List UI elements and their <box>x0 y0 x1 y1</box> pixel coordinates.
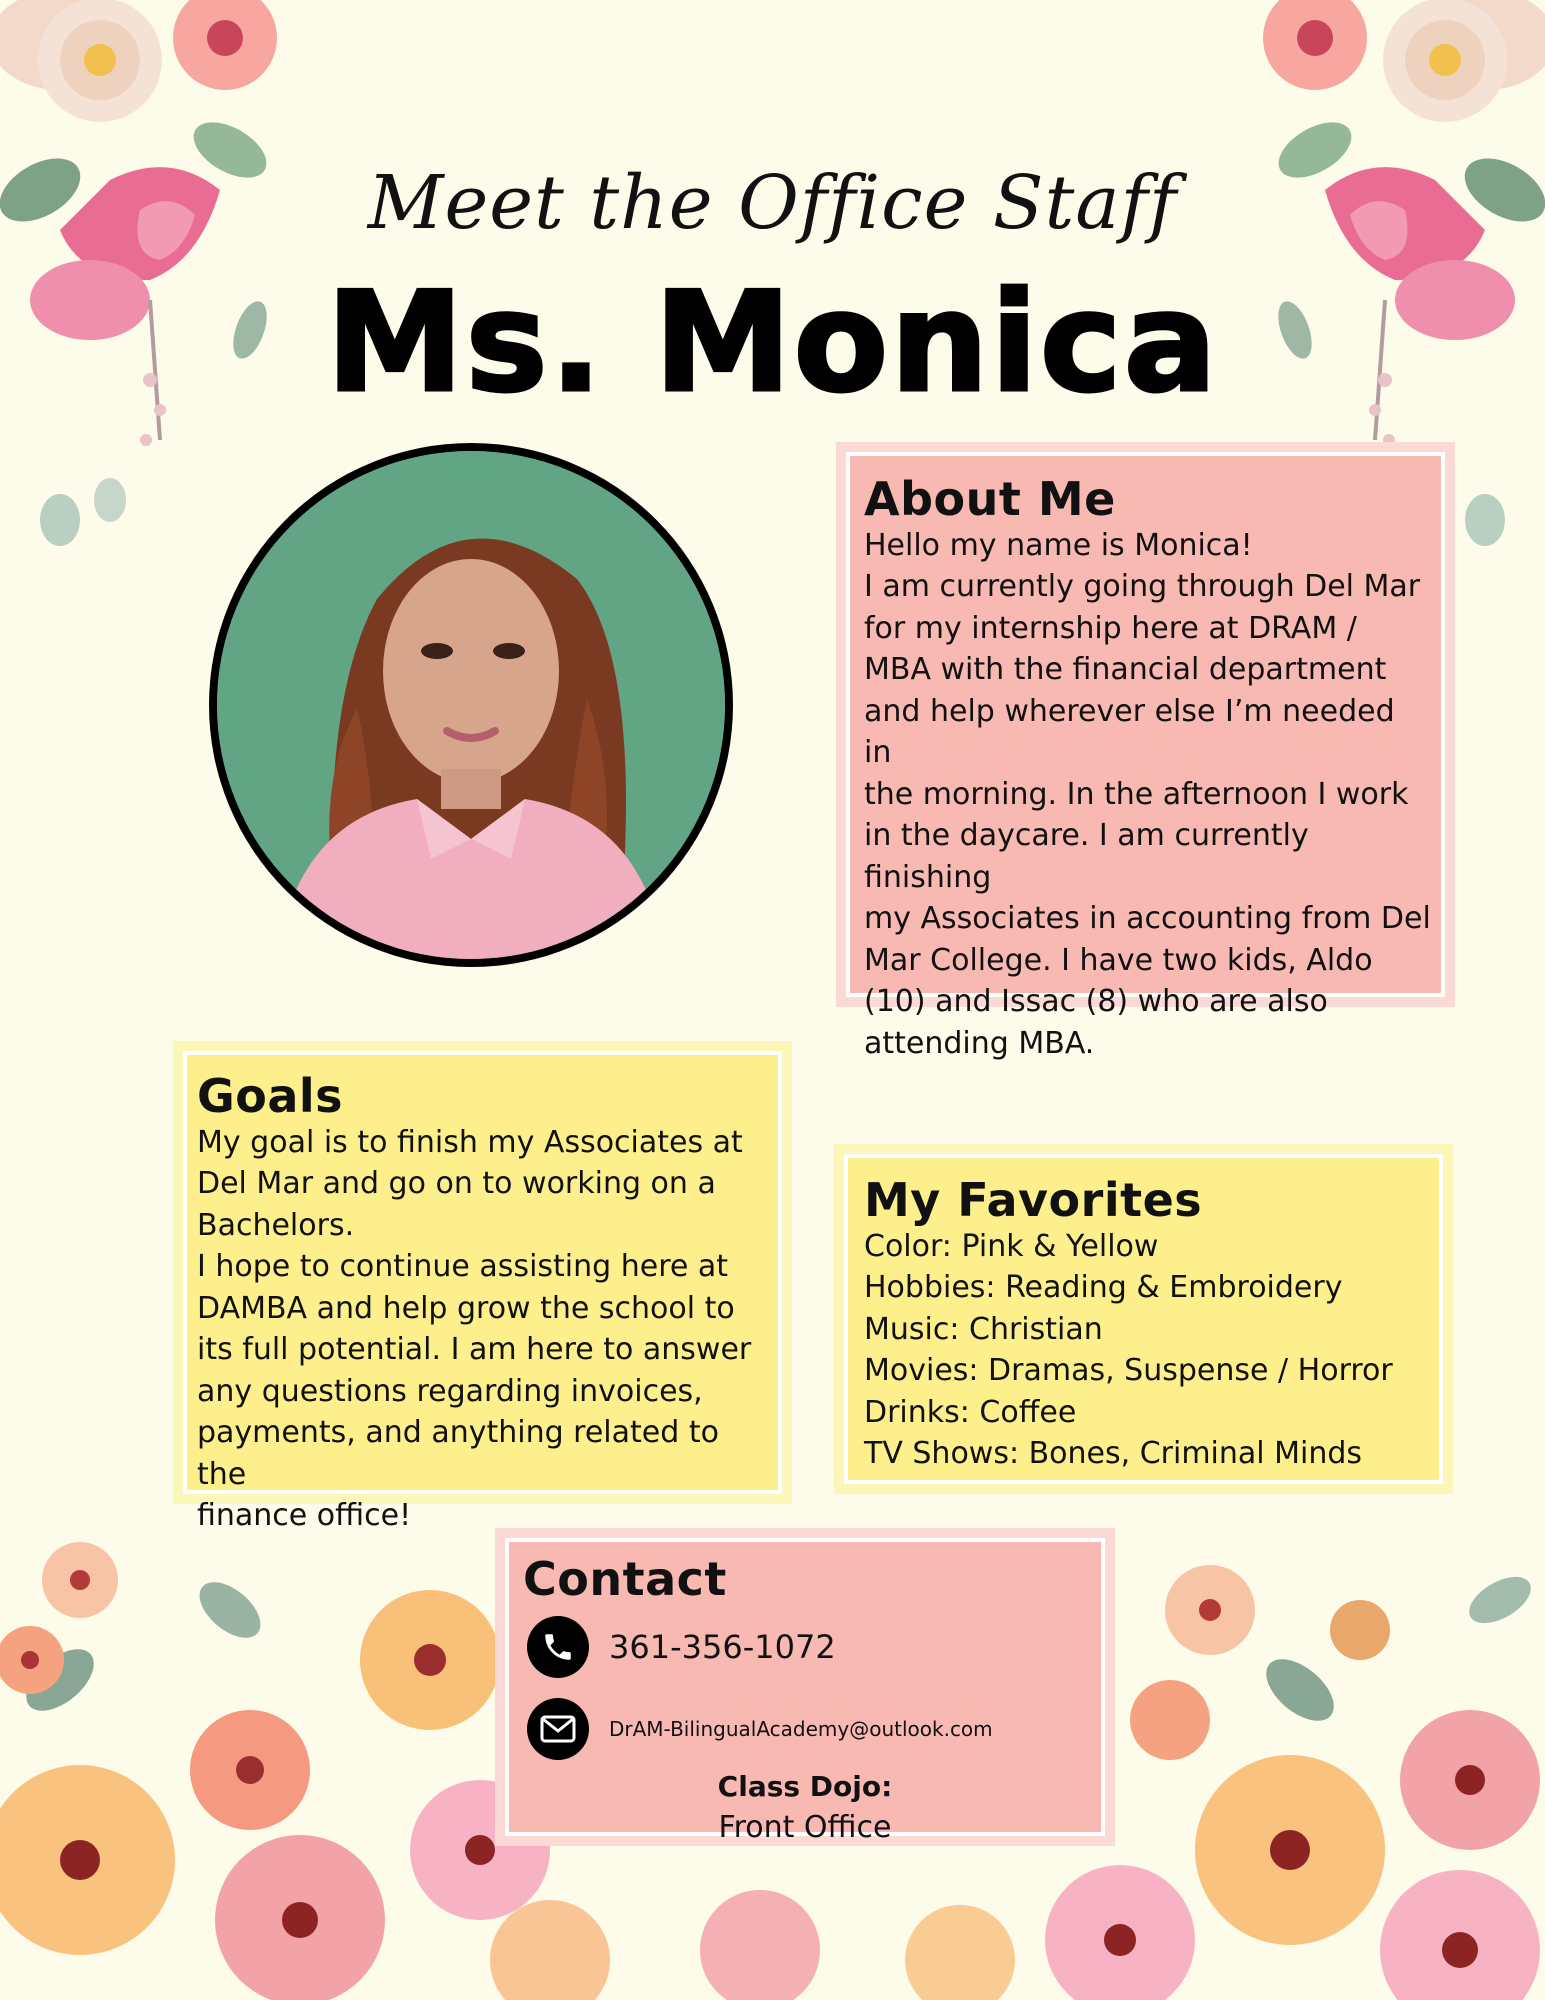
email-row <box>527 1698 993 1760</box>
favorites-heading: My Favorites <box>864 1173 1203 1227</box>
profile-photo <box>217 451 725 959</box>
page-subtitle: Meet the Office Staff <box>367 160 1178 246</box>
contact-card <box>495 1528 1115 1846</box>
phone-row <box>527 1616 836 1678</box>
goals-card <box>173 1041 792 1534</box>
email-address[interactable]: DrAM-BilingualAcademy@outlook.com <box>609 1717 993 1741</box>
favorites-card <box>834 1144 1453 1494</box>
goals-text: My goal is to finish my Associates at Del Mar and go on to working on a Bachelors. I hope to continue assisting here at DAMBA and help grow the school to its full potential. I am here to answer any questions regarding invoices, payments, and anything related to the finance office! <box>197 1124 752 1534</box>
contact-heading: Contact <box>523 1552 727 1606</box>
about-me-text: Hello my name is Monica! I am currently going through Del Mar for my internship here at DRAM / MBA with the financial department and help wherever else I’m needed in the morning. In the afternoon I work in the daycare. I am currently finishing my Associates in accounting from Del Mar College. I have two kids, Aldo (10) and Issac (8) who are also attending MBA. <box>864 527 1431 1061</box>
phone-icon <box>527 1616 589 1678</box>
page-title: Ms. Monica <box>326 262 1219 423</box>
class-dojo-value: Front Office <box>718 1810 892 1845</box>
email-icon <box>527 1698 589 1760</box>
class-dojo-label: Class Dojo: <box>717 1770 893 1803</box>
about-me-card <box>836 442 1455 1061</box>
about-me-heading: About Me <box>864 472 1116 526</box>
phone-number[interactable]: 361-356-1072 <box>609 1628 836 1666</box>
favorites-text: Color: Pink & Yellow Hobbies: Reading & Embroidery Music: Christian Movies: Dramas, Suspense / Horror Drinks: Coffee TV Shows: Bones, Criminal Minds <box>864 1228 1393 1472</box>
goals-heading: Goals <box>197 1069 344 1123</box>
